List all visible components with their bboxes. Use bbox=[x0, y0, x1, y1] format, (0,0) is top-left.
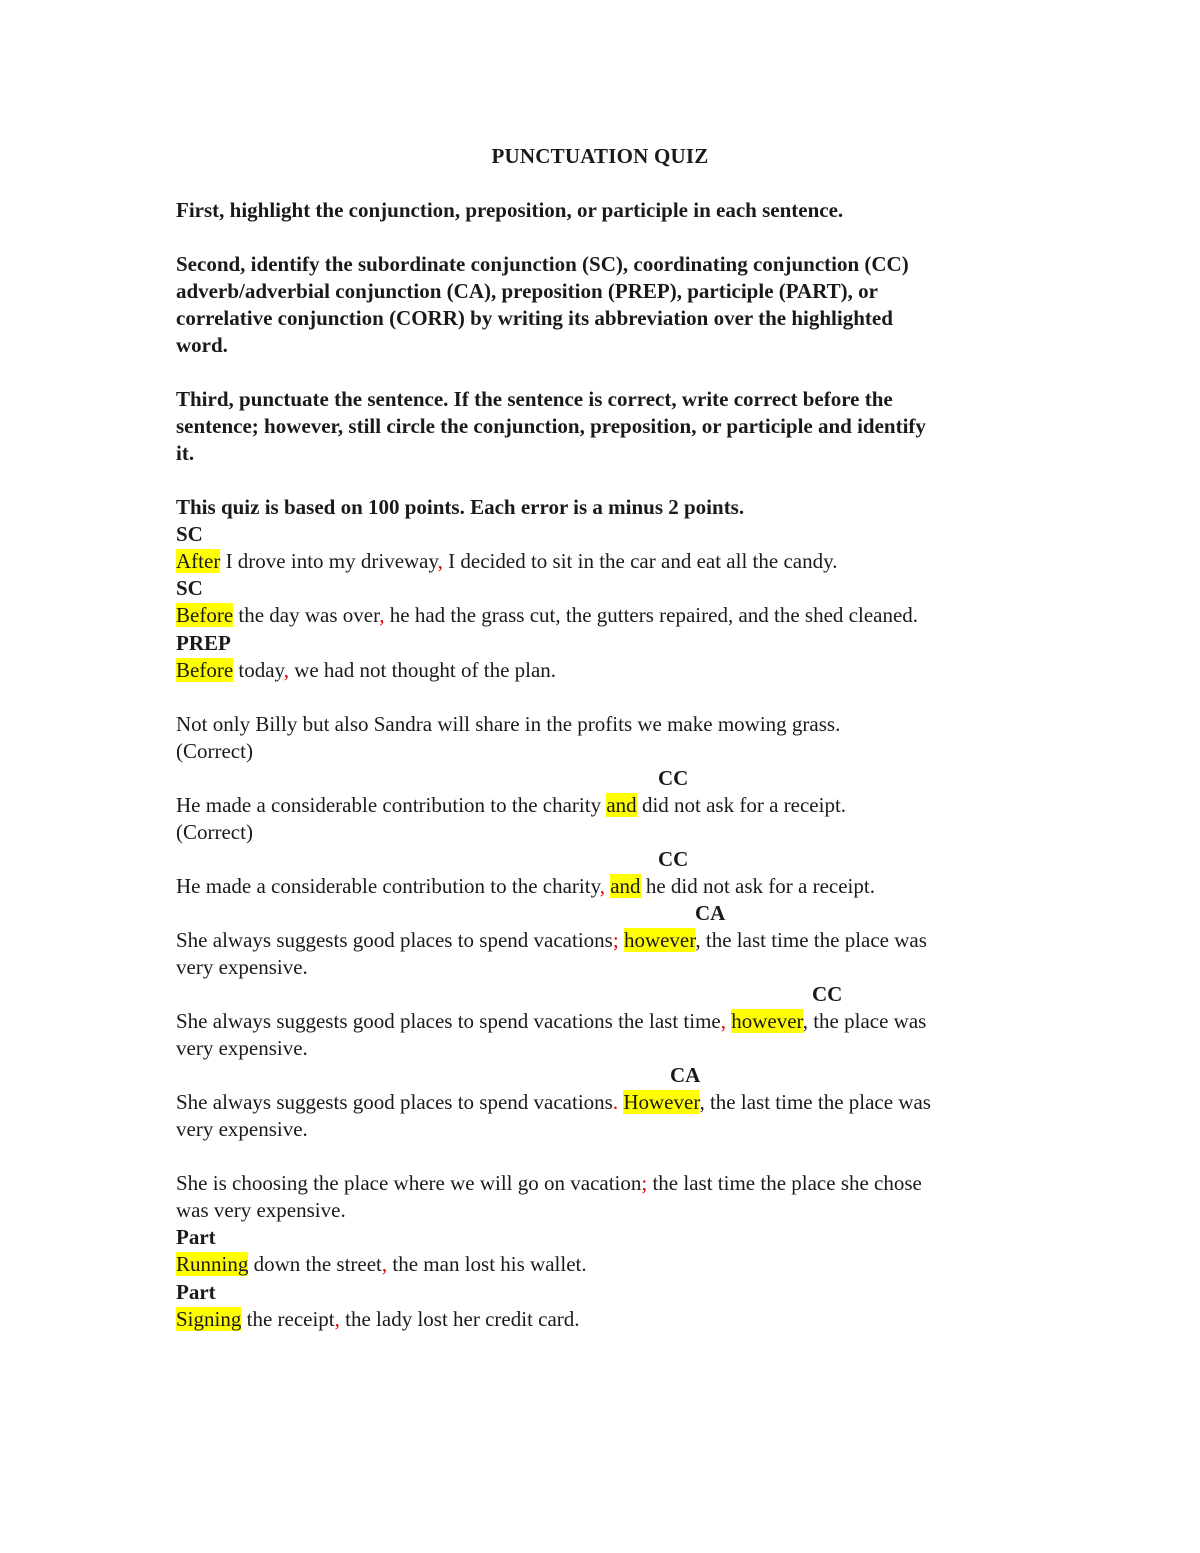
item-7-punctuation: ; bbox=[612, 928, 619, 952]
scoring-note: This quiz is based on 100 points. Each error is a minus 2 points. bbox=[176, 495, 745, 519]
item-12-sentence: Signing the receipt, the lady lost her credit card. bbox=[176, 1307, 580, 1331]
item-11-sentence: Running down the street, the man lost his wallet. bbox=[176, 1252, 587, 1276]
item-7-label: CA bbox=[695, 901, 726, 925]
item-11-highlight: Running bbox=[176, 1252, 249, 1276]
item-7-sentence: She always suggests good places to spend vacations; however, the last time the place was bbox=[176, 928, 927, 952]
instruction-second-line-1: Second, identify the subordinate conjunction (SC), coordinating conjunction (CC) bbox=[176, 252, 909, 276]
item-10-continuation: was very expensive. bbox=[176, 1198, 346, 1222]
item-5-sentence: He made a considerable contribution to the charity and did not ask for a receipt. bbox=[176, 793, 847, 817]
item-7-highlight: however bbox=[623, 928, 696, 952]
item-8-label: CC bbox=[812, 982, 843, 1006]
item-8-continuation: very expensive. bbox=[176, 1036, 308, 1060]
item-8-punctuation: , bbox=[720, 1009, 726, 1033]
item-12-label: Part bbox=[176, 1280, 216, 1304]
item-4-sentence: Not only Billy but also Sandra will share in the profits we make mowing grass. bbox=[176, 712, 841, 736]
item-9-sentence: She always suggests good places to spend vacations. However, the last time the place was bbox=[176, 1090, 931, 1114]
item-12-highlight: Signing bbox=[176, 1307, 242, 1331]
item-4-note: (Correct) bbox=[176, 739, 253, 763]
item-11-label: Part bbox=[176, 1225, 216, 1249]
item-3-punctuation: , bbox=[283, 658, 289, 682]
item-5-note: (Correct) bbox=[176, 820, 253, 844]
item-1-sentence: After I drove into my driveway, I decided to sit in the car and eat all the candy. bbox=[176, 549, 838, 573]
item-6-punctuation: , bbox=[599, 874, 605, 898]
instruction-second-line-4: word. bbox=[176, 333, 228, 357]
instruction-third-line-2: sentence; however, still circle the conjunction, preposition, or participle and identify bbox=[176, 414, 926, 438]
instruction-third-line-1: Third, punctuate the sentence. If the sentence is correct, write correct before the bbox=[176, 387, 893, 411]
item-2-label: SC bbox=[176, 576, 203, 600]
item-6-label: CC bbox=[658, 847, 689, 871]
instruction-first: First, highlight the conjunction, preposition, or participle in each sentence. bbox=[176, 198, 844, 222]
item-10-sentence: She is choosing the place where we will go on vacation; the last time the place she chose bbox=[176, 1171, 922, 1195]
item-6-sentence: He made a considerable contribution to the charity, and he did not ask for a receipt. bbox=[176, 874, 875, 898]
item-11-punctuation: , bbox=[381, 1252, 388, 1276]
item-9-label: CA bbox=[670, 1063, 701, 1087]
item-1-highlight: After bbox=[176, 549, 221, 573]
instruction-second-line-2: adverb/adverbial conjunction (CA), preposition (PREP), participle (PART), or bbox=[176, 279, 878, 303]
item-8-highlight: however bbox=[731, 1009, 803, 1033]
item-9-punctuation: . bbox=[612, 1090, 619, 1114]
page-title: PUNCTUATION QUIZ bbox=[491, 144, 709, 168]
item-2-sentence: Before the day was over, he had the grass cut, the gutters repaired, and the shed cleaned. bbox=[176, 603, 919, 627]
item-1-punctuation: , bbox=[437, 549, 443, 573]
item-2-highlight: Before bbox=[176, 603, 234, 627]
item-9-continuation: very expensive. bbox=[176, 1117, 308, 1141]
item-8-sentence: She always suggests good places to spend vacations the last time, however, the place was bbox=[176, 1009, 927, 1033]
item-2-punctuation: , bbox=[379, 603, 385, 627]
item-5-label: CC bbox=[658, 766, 689, 790]
item-6-highlight: and bbox=[610, 874, 641, 898]
item-3-highlight: Before bbox=[176, 658, 234, 682]
instruction-second-line-3: correlative conjunction (CORR) by writing its abbreviation over the highlighted bbox=[176, 306, 893, 330]
item-5-highlight: and bbox=[606, 793, 637, 817]
item-9-highlight: However bbox=[623, 1090, 700, 1114]
item-12-punctuation: , bbox=[334, 1307, 340, 1331]
item-1-label: SC bbox=[176, 522, 203, 546]
item-3-sentence: Before today, we had not thought of the plan. bbox=[176, 658, 557, 682]
item-7-continuation: very expensive. bbox=[176, 955, 308, 979]
instruction-third-line-3: it. bbox=[176, 441, 195, 465]
item-3-label: PREP bbox=[176, 631, 231, 655]
item-10-punctuation: ; bbox=[641, 1171, 648, 1195]
